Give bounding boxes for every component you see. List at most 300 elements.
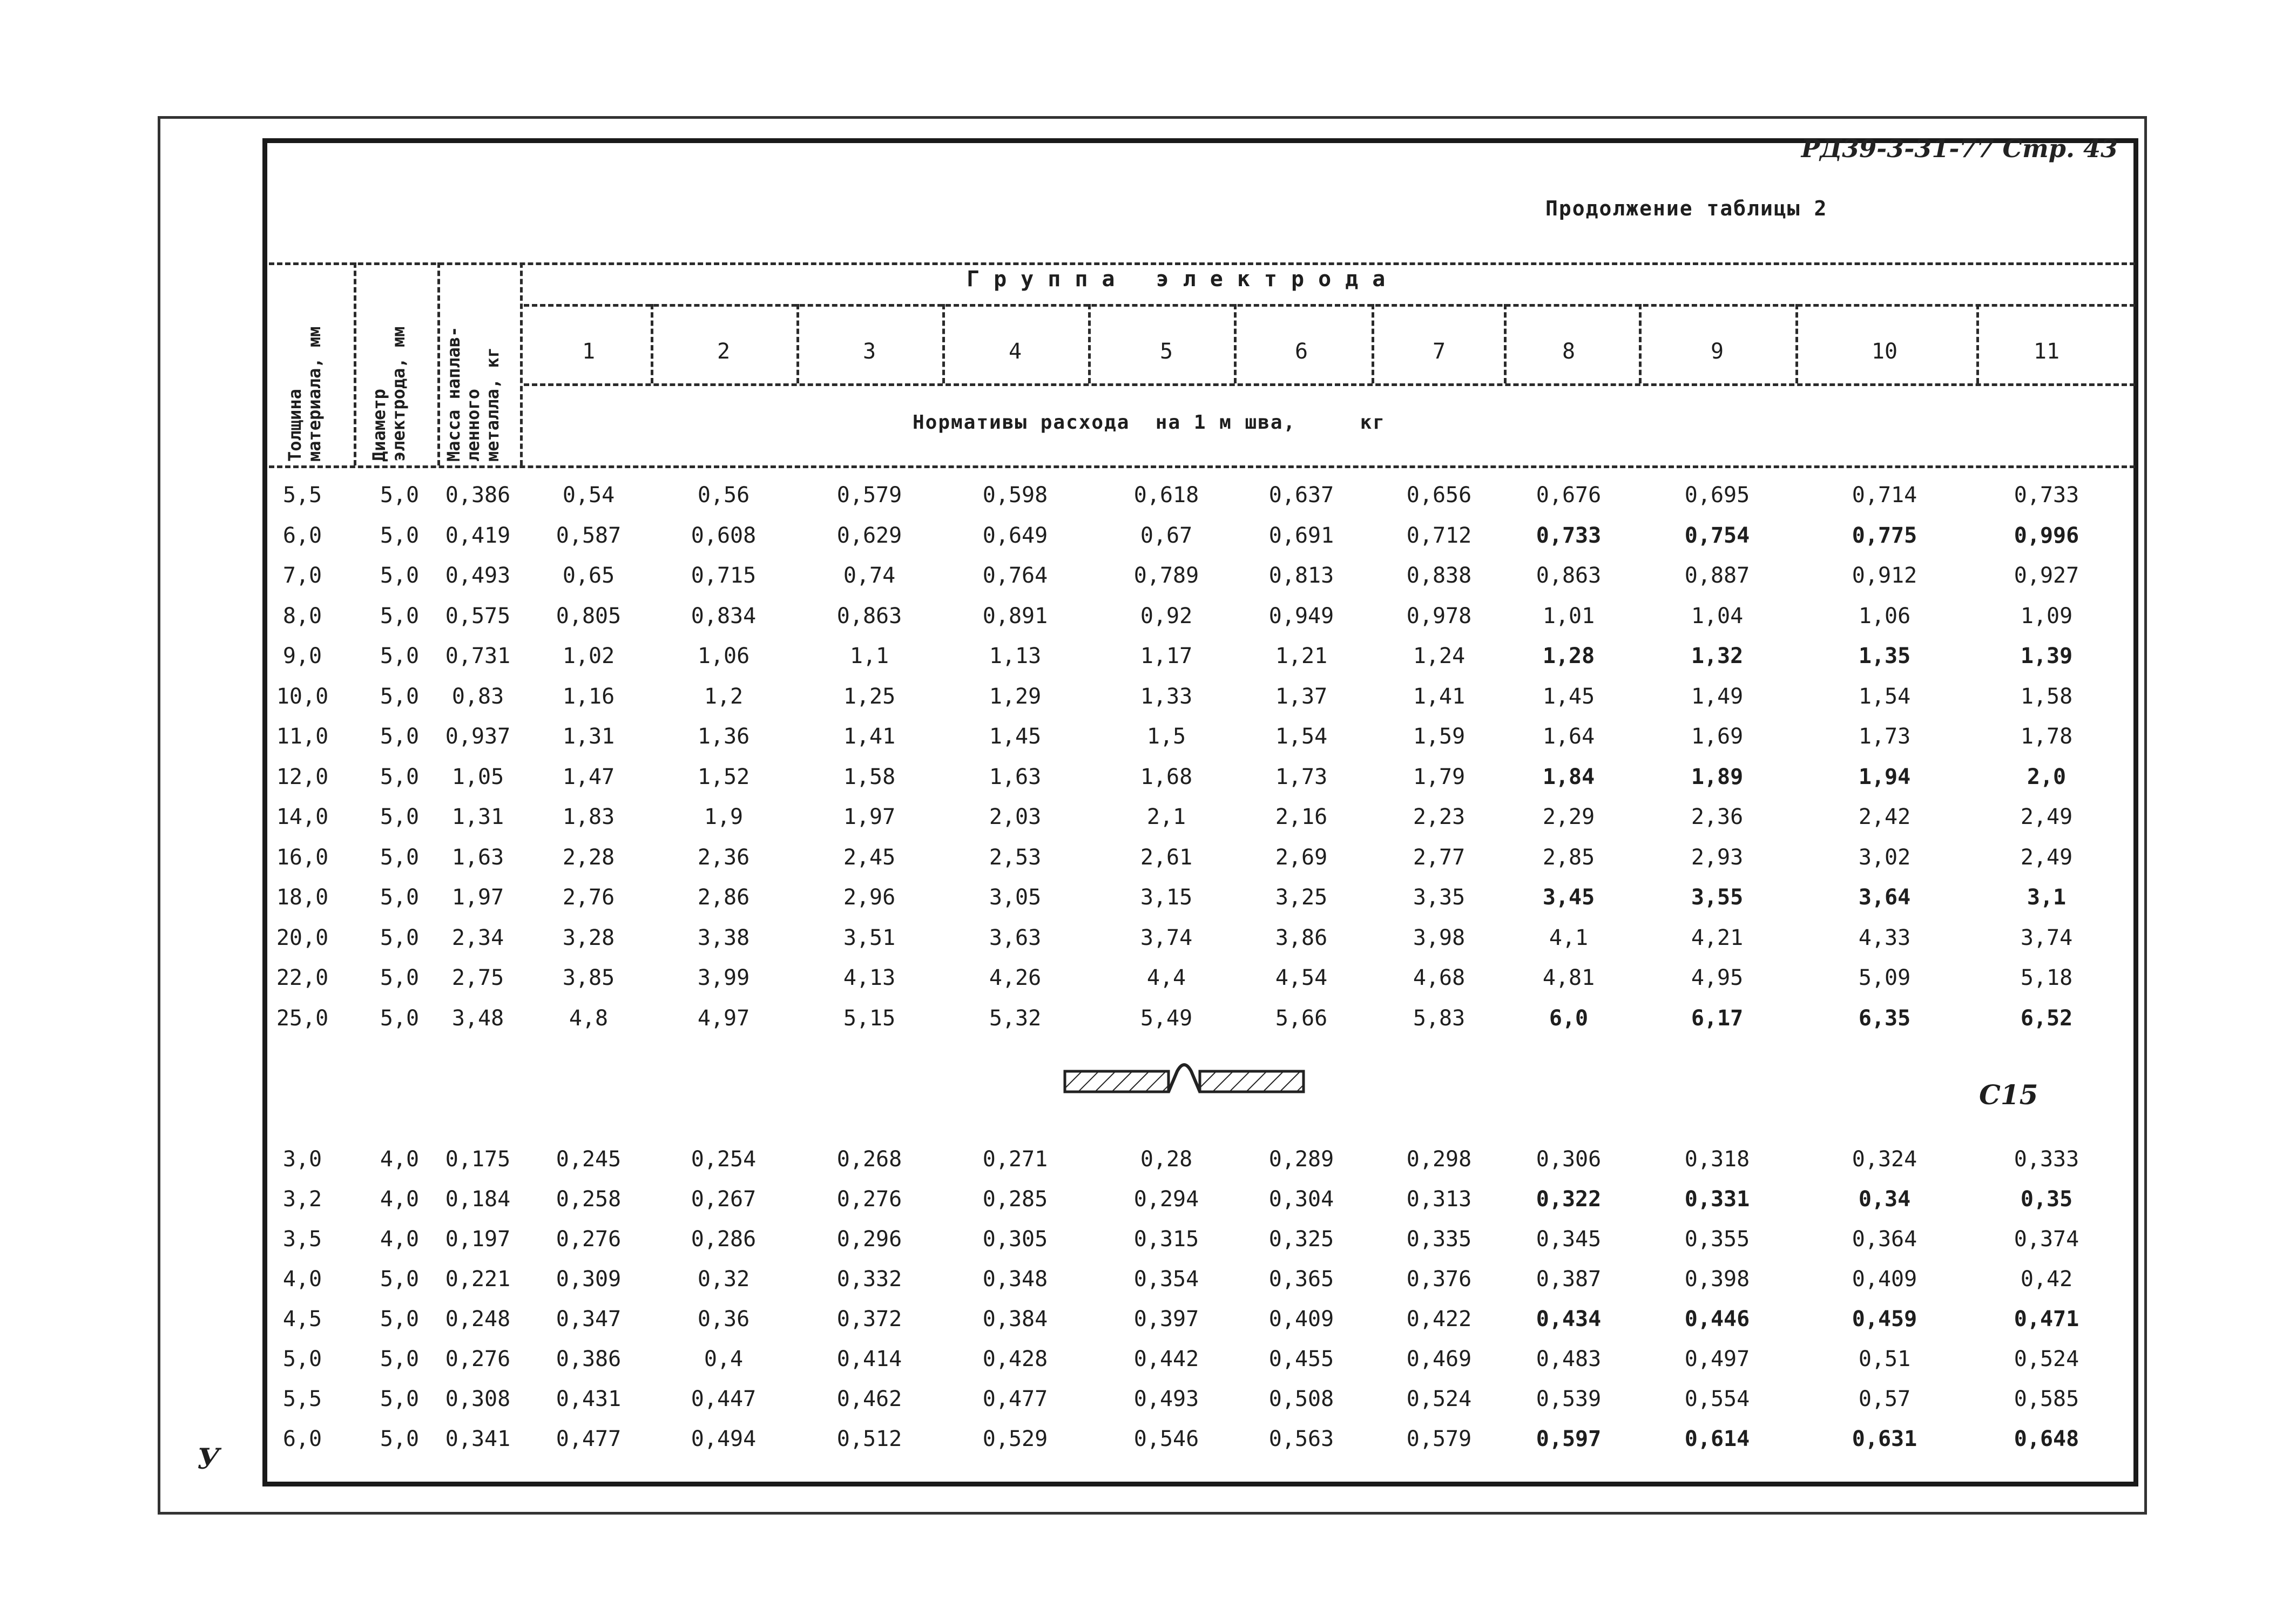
table-cell: 4,0 bbox=[380, 1187, 420, 1212]
table-cell: 0,305 bbox=[982, 1227, 1048, 1252]
table-cell: 0,347 bbox=[556, 1307, 622, 1332]
table-cell: 5,66 bbox=[1275, 1005, 1328, 1031]
table-cell: 0,333 bbox=[2014, 1147, 2079, 1172]
table-cell: 0,912 bbox=[1852, 563, 1917, 588]
header-divider bbox=[354, 262, 356, 465]
table-cell: 0,258 bbox=[556, 1187, 622, 1212]
table-cell: 3,2 bbox=[282, 1187, 322, 1212]
table-row bbox=[0, 684, 2296, 717]
table-cell: 0,386 bbox=[445, 483, 511, 508]
group-number: 9 bbox=[1710, 339, 1724, 364]
group-divider bbox=[651, 304, 653, 383]
table-row bbox=[0, 1227, 2296, 1259]
table-cell: 5,0 bbox=[380, 965, 420, 990]
table-cell: 0,715 bbox=[691, 563, 757, 588]
table-cell: 0,863 bbox=[1536, 563, 1602, 588]
table-cell: 0,57 bbox=[1858, 1387, 1911, 1411]
table-cell: 16,0 bbox=[276, 844, 329, 870]
table-cell: 5,49 bbox=[1140, 1005, 1193, 1031]
table-cell: 2,49 bbox=[2020, 844, 2073, 870]
table-row bbox=[0, 1006, 2296, 1038]
table-cell: 22,0 bbox=[276, 965, 329, 990]
table-cell: 0,695 bbox=[1684, 483, 1750, 508]
table-cell: 0,471 bbox=[2014, 1307, 2079, 1332]
table-cell: 2,75 bbox=[451, 965, 504, 990]
table-cell: 0,332 bbox=[836, 1267, 902, 1292]
table-cell: 5,0 bbox=[380, 885, 420, 910]
table-cell: 1,06 bbox=[697, 644, 750, 668]
table-cell: 1,5 bbox=[1146, 724, 1186, 749]
table-cell: 0,374 bbox=[2014, 1227, 2079, 1252]
table-cell: 0,459 bbox=[1852, 1307, 1917, 1332]
table-cell: 1,97 bbox=[843, 805, 896, 829]
table-row bbox=[0, 765, 2296, 797]
group-divider bbox=[1795, 304, 1798, 383]
group-number: 8 bbox=[1562, 339, 1576, 364]
table-cell: 4,8 bbox=[569, 1005, 609, 1031]
table-cell: 18,0 bbox=[276, 885, 329, 910]
group-divider bbox=[1088, 304, 1091, 383]
table-cell: 2,36 bbox=[697, 844, 750, 870]
table-cell: 0,28 bbox=[1140, 1147, 1193, 1172]
table-cell: 5,15 bbox=[843, 1005, 896, 1031]
table-cell: 0,306 bbox=[1536, 1147, 1602, 1172]
table-cell: 2,42 bbox=[1858, 805, 1911, 829]
table-row bbox=[0, 1147, 2296, 1179]
table-cell: 1,16 bbox=[562, 684, 615, 709]
table-cell: 0,775 bbox=[1852, 523, 1917, 548]
column-header-mass: Масса наплав- ленного металла, кг bbox=[443, 326, 503, 462]
table-cell: 0,56 bbox=[697, 483, 750, 508]
table-cell: 0,409 bbox=[1268, 1307, 1334, 1332]
table-cell: 0,51 bbox=[1858, 1347, 1911, 1371]
table-cell: 10,0 bbox=[276, 684, 329, 709]
table-cell: 5,0 bbox=[380, 1005, 420, 1031]
table-cell: 5,0 bbox=[380, 1267, 420, 1292]
table-cell: 0,447 bbox=[691, 1387, 757, 1411]
column-header-diameter: Диаметр электрода, мм bbox=[369, 326, 409, 462]
table-cell: 0,428 bbox=[982, 1347, 1048, 1371]
table-cell: 2,16 bbox=[1275, 805, 1328, 829]
table-cell: 0,422 bbox=[1406, 1307, 1472, 1332]
table-row bbox=[0, 805, 2296, 837]
table-cell: 5,0 bbox=[380, 684, 420, 709]
group-divider bbox=[1234, 304, 1237, 383]
table-cell: 2,29 bbox=[1542, 805, 1595, 829]
table-cell: 3,05 bbox=[989, 885, 1042, 910]
table-cell: 0,446 bbox=[1684, 1307, 1750, 1332]
table-cell: 0,298 bbox=[1406, 1147, 1472, 1172]
table-cell: 0,656 bbox=[1406, 483, 1472, 508]
table-cell: 1,59 bbox=[1413, 724, 1466, 749]
table-cell: 6,17 bbox=[1691, 1005, 1744, 1031]
table-cell: 1,63 bbox=[451, 844, 504, 870]
table-cell: 0,631 bbox=[1852, 1427, 1917, 1451]
table-cell: 0,529 bbox=[982, 1427, 1048, 1451]
header-divider bbox=[520, 262, 523, 465]
table-cell: 5,32 bbox=[989, 1005, 1042, 1031]
table-cell: 0,512 bbox=[836, 1427, 902, 1451]
table-cell: 1,21 bbox=[1275, 644, 1328, 668]
table-cell: 1,24 bbox=[1413, 644, 1466, 668]
table-cell: 0,286 bbox=[691, 1227, 757, 1252]
table-cell: 0,276 bbox=[556, 1227, 622, 1252]
table-cell: 3,38 bbox=[697, 925, 750, 950]
group-number: 1 bbox=[582, 339, 596, 364]
table-cell: 0,629 bbox=[836, 523, 902, 548]
table-cell: 0,805 bbox=[556, 603, 622, 629]
table-cell: 5,0 bbox=[282, 1347, 322, 1371]
table-cell: 2,03 bbox=[989, 805, 1042, 829]
table-cell: 1,17 bbox=[1140, 644, 1193, 668]
table-cell: 0,331 bbox=[1684, 1187, 1750, 1212]
butt-weld-icon bbox=[1063, 1056, 1306, 1099]
table-cell: 6,52 bbox=[2020, 1005, 2073, 1031]
table-cell: 0,67 bbox=[1140, 523, 1193, 548]
table-cell: 3,99 bbox=[697, 965, 750, 990]
table-cell: 4,21 bbox=[1691, 925, 1744, 950]
table-cell: 6,0 bbox=[282, 523, 322, 548]
table-cell: 5,0 bbox=[380, 523, 420, 548]
table-cell: 2,69 bbox=[1275, 844, 1328, 870]
table-cell: 2,86 bbox=[697, 885, 750, 910]
table-cell: 2,23 bbox=[1413, 805, 1466, 829]
table-row bbox=[0, 1387, 2296, 1419]
table-cell: 4,54 bbox=[1275, 965, 1328, 990]
table-cell: 2,0 bbox=[2027, 764, 2067, 789]
table-cell: 3,45 bbox=[1542, 885, 1595, 910]
group-numbers-rule bbox=[524, 383, 2135, 386]
table-row bbox=[0, 604, 2296, 636]
table-cell: 1,52 bbox=[697, 764, 750, 789]
table-cell: 2,53 bbox=[989, 844, 1042, 870]
table-cell: 0,462 bbox=[836, 1387, 902, 1411]
table-cell: 1,83 bbox=[562, 805, 615, 829]
table-cell: 1,32 bbox=[1691, 644, 1744, 668]
table-cell: 0,267 bbox=[691, 1187, 757, 1212]
table-cell: 1,97 bbox=[451, 885, 504, 910]
table-cell: 0,309 bbox=[556, 1267, 622, 1292]
table-cell: 0,409 bbox=[1852, 1267, 1917, 1292]
table-cell: 4,81 bbox=[1542, 965, 1595, 990]
table-cell: 20,0 bbox=[276, 925, 329, 950]
group-divider bbox=[796, 304, 799, 383]
group-divider bbox=[1976, 304, 1979, 383]
table-cell: 0,4 bbox=[704, 1347, 744, 1371]
group-divider bbox=[942, 304, 945, 383]
table-cell: 5,5 bbox=[282, 1387, 322, 1411]
table-cell: 0,308 bbox=[445, 1387, 511, 1411]
table-cell: 1,2 bbox=[704, 684, 744, 709]
table-cell: 1,06 bbox=[1858, 603, 1911, 629]
table-cell: 2,76 bbox=[562, 885, 615, 910]
table-cell: 4,1 bbox=[1549, 925, 1589, 950]
table-cell: 5,0 bbox=[380, 844, 420, 870]
table-cell: 0,364 bbox=[1852, 1227, 1917, 1252]
table-cell: 0,597 bbox=[1536, 1427, 1602, 1451]
table-cell: 0,434 bbox=[1536, 1307, 1602, 1332]
table-cell: 2,1 bbox=[1146, 805, 1186, 829]
table-cell: 0,74 bbox=[843, 563, 896, 588]
table-cell: 0,35 bbox=[2020, 1187, 2073, 1212]
table-cell: 0,554 bbox=[1684, 1387, 1750, 1411]
table-cell: 0,36 bbox=[697, 1307, 750, 1332]
table-cell: 0,271 bbox=[982, 1147, 1048, 1172]
table-cell: 0,268 bbox=[836, 1147, 902, 1172]
table-cell: 1,35 bbox=[1858, 644, 1911, 668]
table-cell: 0,221 bbox=[445, 1267, 511, 1292]
table-cell: 0,598 bbox=[982, 483, 1048, 508]
table-cell: 2,36 bbox=[1691, 805, 1744, 829]
group-number: 4 bbox=[1008, 339, 1022, 364]
table-cell: 0,296 bbox=[836, 1227, 902, 1252]
table-cell: 0,477 bbox=[556, 1427, 622, 1451]
table-cell: 0,348 bbox=[982, 1267, 1048, 1292]
table-row bbox=[0, 644, 2296, 676]
table-cell: 0,294 bbox=[1133, 1187, 1199, 1212]
table-cell: 0,579 bbox=[836, 483, 902, 508]
table-cell: 0,398 bbox=[1684, 1267, 1750, 1292]
table-cell: 5,0 bbox=[380, 603, 420, 629]
table-cell: 1,94 bbox=[1858, 764, 1911, 789]
table-cell: 0,863 bbox=[836, 603, 902, 629]
table-cell: 0,175 bbox=[445, 1147, 511, 1172]
table-cell: 3,02 bbox=[1858, 844, 1911, 870]
table-cell: 3,63 bbox=[989, 925, 1042, 950]
table-cell: 1,79 bbox=[1413, 764, 1466, 789]
table-cell: 1,73 bbox=[1858, 724, 1911, 749]
table-cell: 2,96 bbox=[843, 885, 896, 910]
table-cell: 0,419 bbox=[445, 523, 511, 548]
table-cell: 0,324 bbox=[1852, 1147, 1917, 1172]
table-cell: 3,48 bbox=[451, 1005, 504, 1031]
table-cell: 0,386 bbox=[556, 1347, 622, 1371]
table-cell: 4,95 bbox=[1691, 965, 1744, 990]
group-title-rule bbox=[524, 304, 2135, 307]
group-number: 5 bbox=[1159, 339, 1173, 364]
table-row bbox=[0, 885, 2296, 917]
table-cell: 0,276 bbox=[445, 1347, 511, 1371]
table-cell: 0,254 bbox=[691, 1147, 757, 1172]
table-row bbox=[0, 845, 2296, 877]
table-cell: 0,65 bbox=[562, 563, 615, 588]
table-cell: 1,9 bbox=[704, 805, 744, 829]
header-bottom-rule bbox=[269, 465, 2135, 468]
table-cell: 0,524 bbox=[1406, 1387, 1472, 1411]
table-cell: 0,494 bbox=[691, 1427, 757, 1451]
table-cell: 0,414 bbox=[836, 1347, 902, 1371]
table-cell: 4,26 bbox=[989, 965, 1042, 990]
table-cell: 3,55 bbox=[1691, 885, 1744, 910]
table-cell: 0,648 bbox=[2014, 1427, 2079, 1451]
table-cell: 1,29 bbox=[989, 684, 1042, 709]
table-cell: 0,764 bbox=[982, 563, 1048, 588]
column-header-thickness: Толщина материала, мм bbox=[285, 326, 325, 462]
table-cell: 1,04 bbox=[1691, 603, 1744, 629]
table-row bbox=[0, 965, 2296, 998]
table-cell: 1,25 bbox=[843, 684, 896, 709]
norm-label: Нормативы расхода на 1 м шва, кг bbox=[913, 411, 1386, 434]
table-cell: 0,354 bbox=[1133, 1267, 1199, 1292]
table-row bbox=[0, 1307, 2296, 1339]
table-cell: 0,733 bbox=[2014, 483, 2079, 508]
table-cell: 2,61 bbox=[1140, 844, 1193, 870]
table-cell: 0,313 bbox=[1406, 1187, 1472, 1212]
group-number: 7 bbox=[1432, 339, 1446, 364]
table-cell: 1,68 bbox=[1140, 764, 1193, 789]
table-cell: 5,0 bbox=[380, 925, 420, 950]
table-cell: 0,248 bbox=[445, 1307, 511, 1332]
table-cell: 0,304 bbox=[1268, 1187, 1334, 1212]
table-cell: 0,649 bbox=[982, 523, 1048, 548]
group-number: 10 bbox=[1871, 339, 1898, 364]
header-divider bbox=[437, 262, 440, 465]
table-cell: 1,47 bbox=[562, 764, 615, 789]
table-cell: 5,0 bbox=[380, 1427, 420, 1451]
table-cell: 0,276 bbox=[836, 1187, 902, 1212]
table-cell: 0,355 bbox=[1684, 1227, 1750, 1252]
table-cell: 4,68 bbox=[1413, 965, 1466, 990]
table-row bbox=[0, 523, 2296, 556]
table-cell: 0,325 bbox=[1268, 1227, 1334, 1252]
table-cell: 4,0 bbox=[380, 1227, 420, 1252]
table-row bbox=[0, 724, 2296, 756]
table-cell: 0,834 bbox=[691, 603, 757, 629]
group-title: Группа электрода bbox=[967, 267, 1400, 292]
table-cell: 1,31 bbox=[451, 805, 504, 829]
table-cell: 12,0 bbox=[276, 764, 329, 789]
table-cell: 3,74 bbox=[1140, 925, 1193, 950]
table-cell: 0,891 bbox=[982, 603, 1048, 629]
table-row bbox=[0, 1187, 2296, 1219]
table-cell: 5,0 bbox=[380, 805, 420, 829]
table-row bbox=[0, 1347, 2296, 1379]
group-divider bbox=[1372, 304, 1374, 383]
table-cell: 4,33 bbox=[1858, 925, 1911, 950]
table-cell: 25,0 bbox=[276, 1005, 329, 1031]
table-cell: 1,84 bbox=[1542, 764, 1595, 789]
document-code: РД39-3-31-77 Стр. 43 bbox=[1801, 134, 2118, 163]
table-cell: 11,0 bbox=[276, 724, 329, 749]
table-cell: 5,0 bbox=[380, 1307, 420, 1332]
table-cell: 0,387 bbox=[1536, 1267, 1602, 1292]
table-row bbox=[0, 1267, 2296, 1299]
table-cell: 1,13 bbox=[989, 644, 1042, 668]
table-cell: 0,184 bbox=[445, 1187, 511, 1212]
table-cell: 3,86 bbox=[1275, 925, 1328, 950]
table-cell: 8,0 bbox=[282, 603, 322, 629]
thickness-mark: С15 bbox=[1979, 1079, 2038, 1111]
table-cell: 1,49 bbox=[1691, 684, 1744, 709]
table-cell: 3,51 bbox=[843, 925, 896, 950]
table-cell: 5,5 bbox=[282, 483, 322, 508]
table-cell: 5,0 bbox=[380, 563, 420, 588]
table-cell: 0,949 bbox=[1268, 603, 1334, 629]
table-cell: 1,58 bbox=[843, 764, 896, 789]
table-cell: 0,335 bbox=[1406, 1227, 1472, 1252]
table-cell: 0,345 bbox=[1536, 1227, 1602, 1252]
table-row bbox=[0, 563, 2296, 596]
table-cell: 0,887 bbox=[1684, 563, 1750, 588]
table-cell: 0,676 bbox=[1536, 483, 1602, 508]
group-number: 6 bbox=[1294, 339, 1308, 364]
corner-mark: У bbox=[197, 1443, 220, 1476]
table-cell: 0,614 bbox=[1684, 1427, 1750, 1451]
table-cell: 0,372 bbox=[836, 1307, 902, 1332]
table-cell: 3,25 bbox=[1275, 885, 1328, 910]
table-cell: 6,35 bbox=[1858, 1005, 1911, 1031]
table-cell: 4,13 bbox=[843, 965, 896, 990]
table-cell: 0,618 bbox=[1133, 483, 1199, 508]
table-cell: 3,85 bbox=[562, 965, 615, 990]
table-cell: 0,733 bbox=[1536, 523, 1602, 548]
table-cell: 1,41 bbox=[843, 724, 896, 749]
table-row bbox=[0, 925, 2296, 958]
table-cell: 0,813 bbox=[1268, 563, 1334, 588]
table-cell: 0,34 bbox=[1858, 1187, 1911, 1212]
table-cell: 1,01 bbox=[1542, 603, 1595, 629]
table-cell: 2,45 bbox=[843, 844, 896, 870]
table-cell: 0,587 bbox=[556, 523, 622, 548]
table-cell: 5,0 bbox=[380, 724, 420, 749]
table-cell: 1,63 bbox=[989, 764, 1042, 789]
table-cell: 0,431 bbox=[556, 1387, 622, 1411]
table-cell: 0,754 bbox=[1684, 523, 1750, 548]
group-number: 11 bbox=[2033, 339, 2060, 364]
table-cell: 0,996 bbox=[2014, 523, 2079, 548]
table-cell: 1,05 bbox=[451, 764, 504, 789]
table-cell: 1,36 bbox=[697, 724, 750, 749]
table-cell: 1,78 bbox=[2020, 724, 2073, 749]
table-cell: 6,0 bbox=[282, 1427, 322, 1451]
table-cell: 0,493 bbox=[445, 563, 511, 588]
table-cell: 1,31 bbox=[562, 724, 615, 749]
table-cell: 0,937 bbox=[445, 724, 511, 749]
table-cell: 0,539 bbox=[1536, 1387, 1602, 1411]
table-cell: 5,0 bbox=[380, 1387, 420, 1411]
table-cell: 2,85 bbox=[1542, 844, 1595, 870]
table-cell: 3,35 bbox=[1413, 885, 1466, 910]
table-cell: 0,92 bbox=[1140, 603, 1193, 629]
table-cell: 1,39 bbox=[2020, 644, 2073, 668]
table-cell: 5,0 bbox=[380, 644, 420, 668]
table-cell: 5,0 bbox=[380, 764, 420, 789]
table-cell: 1,41 bbox=[1413, 684, 1466, 709]
table-cell: 1,02 bbox=[562, 644, 615, 668]
table-cell: 0,285 bbox=[982, 1187, 1048, 1212]
table-cell: 0,397 bbox=[1133, 1307, 1199, 1332]
table-cell: 3,28 bbox=[562, 925, 615, 950]
table-cell: 6,0 bbox=[1549, 1005, 1589, 1031]
table-cell: 5,09 bbox=[1858, 965, 1911, 990]
table-cell: 3,0 bbox=[282, 1147, 322, 1172]
table-cell: 0,579 bbox=[1406, 1427, 1472, 1451]
table-cell: 2,93 bbox=[1691, 844, 1744, 870]
table-cell: 1,1 bbox=[849, 644, 889, 668]
table-cell: 1,09 bbox=[2020, 603, 2073, 629]
table-cell: 0,838 bbox=[1406, 563, 1472, 588]
table-cell: 0,483 bbox=[1536, 1347, 1602, 1371]
table-cell: 1,37 bbox=[1275, 684, 1328, 709]
table-cell: 0,376 bbox=[1406, 1267, 1472, 1292]
group-number: 3 bbox=[862, 339, 876, 364]
table-cell: 0,32 bbox=[697, 1267, 750, 1292]
table-cell: 3,15 bbox=[1140, 885, 1193, 910]
table-cell: 0,978 bbox=[1406, 603, 1472, 629]
table-cell: 2,28 bbox=[562, 844, 615, 870]
table-cell: 4,97 bbox=[697, 1005, 750, 1031]
table-cell: 2,34 bbox=[451, 925, 504, 950]
